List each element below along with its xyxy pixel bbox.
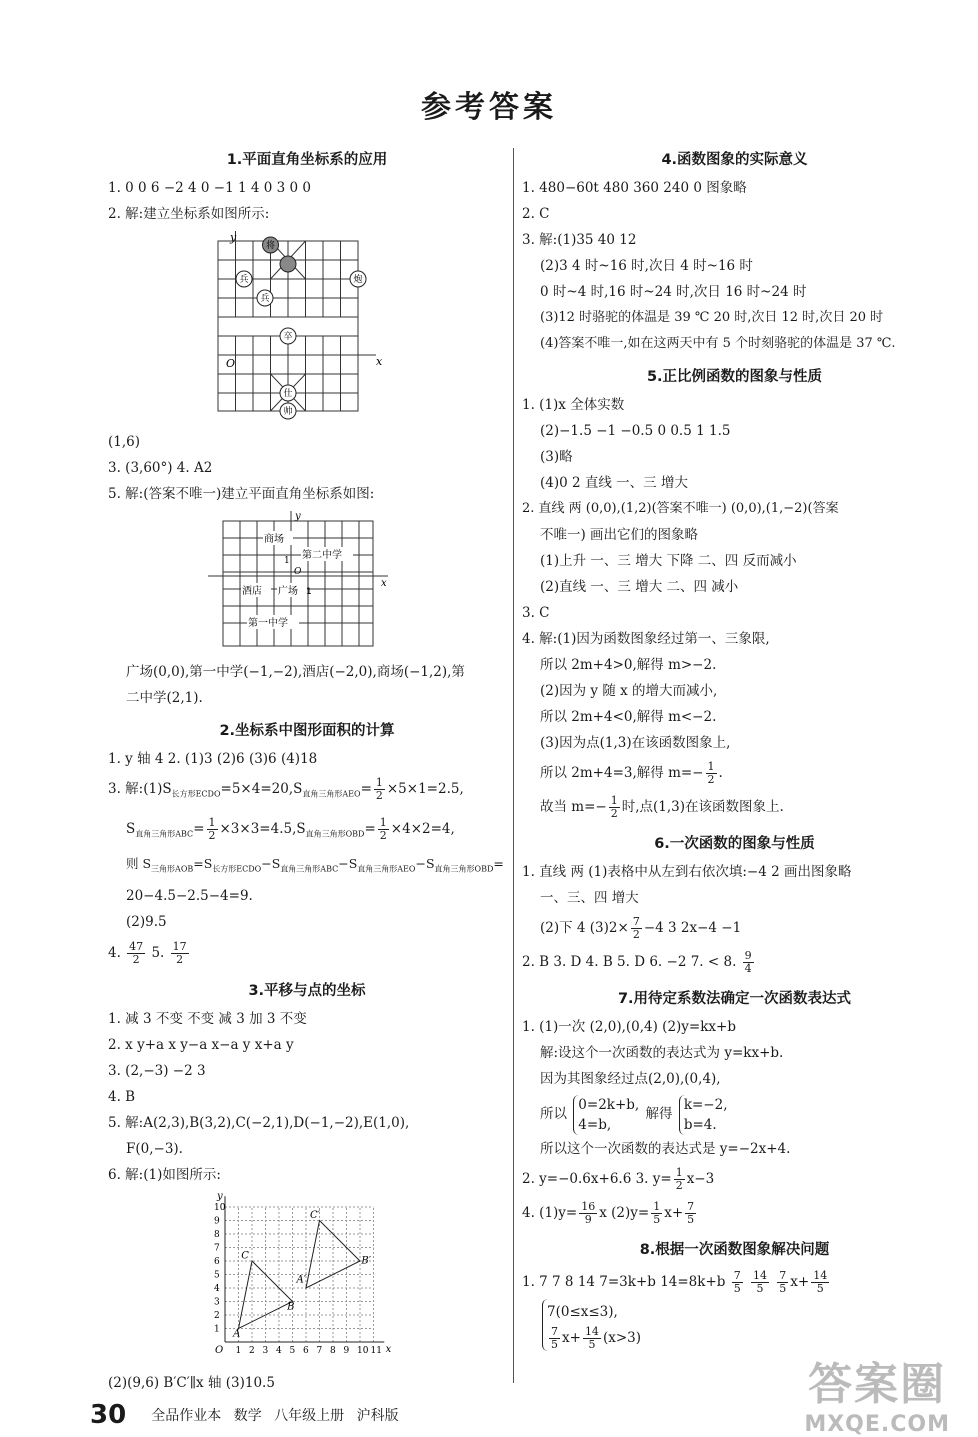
answer-line: 所以 2m+4>0,解得 m>−2. [540, 657, 717, 673]
fraction: $\frac{1}{5}$ [653, 1200, 661, 1226]
answer-line: 4. 解:(1)因为函数图象经过第一、三象限, [522, 631, 770, 647]
fraction: $\frac{16}{9}$ [581, 1200, 596, 1226]
origin-label: O [226, 357, 236, 370]
x-tick-label: 6 [303, 1345, 309, 1356]
answer-line: 2. B 3. D 4. B 5. D 6. −2 7. < 8. $\frac{9}{4}$ [522, 949, 752, 975]
column-divider [513, 148, 514, 1383]
answer-line: (2)直线 一、三 增大 二、四 减小 [540, 579, 739, 595]
x-axis-label: x [381, 578, 387, 589]
area-line [108, 772, 506, 812]
chess-piece-shi: 仕 [283, 389, 293, 399]
y-tick-label: 4 [214, 1283, 220, 1294]
answer-line: 1. (1)x 全体实数 [522, 397, 625, 413]
answer-line: 3. C [522, 605, 550, 621]
answer-line: 5. 解:(答案不唯一)建立平面直角坐标系如图: [108, 486, 375, 502]
fraction: $\frac{1}{2}$ [675, 1166, 683, 1192]
answer-line: 所以 2m+4=3,解得 m=− $\frac{1}{2}$ . [540, 760, 723, 786]
x-axis-label: x [385, 1343, 392, 1355]
text: ×5×1=2.5, [386, 781, 464, 797]
answer-line: 1. 7 7 8 14 7=3k+b 14=8k+b $\frac{7}{5}$ $\frac{14}{5}$ $\frac{7}{5}$ x+ $\frac{14}{5}$ [522, 1269, 828, 1295]
section-title: 2.坐标系中图形面积的计算 [219, 723, 395, 739]
watermark-main: 答案圈 [808, 1359, 947, 1410]
y-tick-label: 7 [214, 1243, 220, 1254]
fraction: $\frac{9}{4}$ [744, 949, 752, 975]
chess-piece-bing: 兵 [260, 294, 270, 304]
y-axis-label: y [230, 231, 237, 244]
section-title: 1.平面直角坐标系的应用 [226, 152, 388, 168]
answer-line: 2. C [522, 206, 550, 222]
subscript: 直角三角形AEO [302, 789, 361, 799]
answer-line: (4)答案不唯一,如在这两天中有 5 个时刻骆驼的体温是 37 ℃. [540, 336, 896, 351]
y-tick-label: 10 [214, 1202, 226, 1213]
answer-line: 2. x y+a x y−a x−a y x+a y [108, 1036, 294, 1053]
fraction: $\frac{47}{2}$ [129, 939, 144, 966]
answer-line: 广场(0,0),第一中学(−1,−2),酒店(−2,0),商场(−1,2),第 [126, 664, 465, 680]
equation-system-line: 所以 0=2k+b, 4=b, 解得 k=−2, b=4. [540, 1096, 728, 1133]
fraction: $\frac{1}{2}$ [379, 815, 387, 842]
page-number: 30 [90, 1400, 127, 1430]
subscript: 直角三角形ABC [135, 829, 194, 839]
answer-line: 因为其图象经过点(2,0),(0,4), [540, 1071, 721, 1087]
answer-line: 3. 解:(1)35 40 12 [522, 232, 637, 248]
answer-line: 6. 解:(1)如图所示: [108, 1166, 221, 1183]
tick-label: 1 [306, 587, 312, 597]
watermark-sub: MXQE.COM [804, 1412, 950, 1437]
answer-line: 1. (1)一次 (2,0),(0,4) (2)y=kx+b [522, 1019, 736, 1035]
answer-line: (2)3 4 时~16 时,次日 4 时~16 时 [540, 258, 753, 274]
section-title: 8.根据一次函数图象解决问题 [639, 1242, 830, 1258]
answer-line: 4. B [108, 1088, 136, 1105]
fraction: $\frac{1}{2}$ [707, 760, 715, 786]
answer-line: 二中学(2,1). [126, 690, 203, 706]
fraction: $\frac{7}{5}$ [687, 1200, 695, 1226]
y-tick-label: 8 [214, 1229, 220, 1240]
place-label: 酒店 [242, 586, 262, 597]
fraction: $\frac{7}{5}$ [733, 1269, 741, 1295]
fraction: $\frac{1}{2}$ [208, 815, 216, 842]
place-label: 第二中学 [302, 550, 342, 561]
y-tick-label: 2 [214, 1310, 220, 1321]
x-tick-label: 3 [262, 1345, 269, 1356]
chess-piece-shuai: 帅 [283, 407, 293, 417]
y-tick-label: 9 [214, 1216, 220, 1227]
x-tick-label: 4 [276, 1345, 282, 1356]
section-title: 7.用待定系数法确定一次函数表达式 [617, 991, 852, 1007]
equation-system: k=−2, b=4. [679, 1095, 728, 1135]
fraction: $\frac{14}{5}$ [584, 1325, 599, 1351]
answer-line: (2)9.5 [126, 913, 167, 930]
chess-piece-zu: 卒 [283, 332, 293, 342]
fraction: $\frac{14}{5}$ [753, 1269, 767, 1295]
answer-line: (2)−1.5 −1 −0.5 0 0.5 1 1.5 [540, 423, 731, 439]
answer-line: 1. 480−60t 480 360 240 0 图象略 [522, 180, 747, 196]
place-label: 第一中学 [248, 618, 288, 629]
x-tick-label: 2 [249, 1345, 255, 1356]
answer-line: 3. (2,−3) −2 3 [108, 1062, 206, 1079]
answer-line: (3)略 [540, 449, 573, 465]
translation-grid-figure [203, 1192, 506, 1366]
fraction: $\frac{7}{2}$ [632, 915, 640, 941]
point-label-a: A [233, 1328, 241, 1340]
answer-line: 所以 2m+4<0,解得 m<−2. [540, 709, 717, 725]
map-coordinate-figure [203, 511, 506, 655]
answer-line: 1. 减 3 不变 不变 减 3 加 3 不变 [108, 1010, 307, 1027]
answer-line: 5. 解:A(2,3),B(3,2),C(−2,1),D(−1,−2),E(1,0), [108, 1114, 410, 1131]
answer-line: 1. 0 0 6 −2 4 0 −1 1 4 0 3 0 0 [108, 180, 311, 196]
section-title: 3.平移与点的坐标 [248, 982, 366, 999]
x-tick-label: 10 [357, 1345, 369, 1356]
answer-line: (3)因为点(1,3)在该函数图象上, [540, 735, 731, 751]
tick-label: 1 [284, 556, 290, 566]
answer-line: (3)12 时骆驼的体温是 39 ℃ 20 时,次日 12 时,次日 20 时 [540, 310, 884, 325]
y-tick-label: 5 [214, 1270, 220, 1281]
text: = [193, 820, 205, 837]
x-axis-label: x [376, 355, 383, 368]
chess-piece-bing: 兵 [239, 275, 249, 285]
x-tick-label: 5 [289, 1345, 296, 1356]
place-label: 商场 [264, 534, 284, 545]
place-label: 广场 [278, 586, 298, 597]
y-tick-label: 6 [214, 1256, 220, 1267]
x-tick-label: 11 [370, 1345, 382, 1356]
origin-label: O [294, 567, 302, 577]
text: ×4×2=4, [390, 820, 455, 837]
text: 则 S [126, 856, 152, 872]
y-axis-label: y [217, 1191, 223, 1202]
y-tick-label: 3 [214, 1297, 220, 1308]
y-axis-label: y [295, 511, 301, 522]
book-title: 全品作业本 数学 八年级上册 沪科版 [151, 1408, 399, 1424]
answer-line: F(0,−3). [126, 1140, 183, 1157]
fraction: $\frac{1}{2}$ [375, 776, 383, 802]
point-label-c-prime: C′ [310, 1209, 320, 1221]
answer-line: (1)上升 一、三 增大 下降 二、四 反而减小 [540, 553, 797, 569]
answer-line: 4. (1)y= $\frac{16}{9}$ x (2)y= $\frac{1}{5}$ x+ $\frac{7}{5}$ [522, 1200, 695, 1226]
right-column [522, 140, 947, 1351]
answer-line: 4. $\frac{47}{2}$ 5. $\frac{17}{2}$ [108, 939, 187, 966]
area-line [108, 812, 506, 852]
piecewise-function [522, 1299, 947, 1351]
answer-line: 20−4.5−2.5−4=9. [126, 887, 253, 904]
text: S [126, 820, 136, 837]
answer-line: 0 时~4 时,16 时~24 时,次日 16 时~24 时 [540, 284, 807, 300]
answer-line: 一、三、四 增大 [540, 890, 639, 906]
section-title: 4.函数图象的实际意义 [661, 152, 808, 168]
watermark [804, 1348, 950, 1437]
chess-piece-pao: 炮 [353, 275, 363, 285]
answer-line: (1,6) [108, 434, 141, 450]
page-title: 参考答案 [421, 90, 557, 125]
subscript: 长方形ECDO [171, 789, 221, 799]
answer-line: 1. y 轴 4 2. (1)3 (2)6 (3)6 (4)18 [108, 751, 318, 767]
answer-line: 所以这个一次函数的表达式是 y=−2x+4. [540, 1141, 791, 1157]
triangle-abc [239, 1261, 293, 1329]
point-label-a-prime: A′ [296, 1274, 307, 1286]
fraction: $\frac{14}{5}$ [813, 1269, 828, 1295]
origin-label: O [215, 1344, 224, 1356]
piecewise-brace: 7(0≤x≤3), $\frac{7}{5}$ x+ $\frac{14}{5}$ (x>3) [542, 1299, 641, 1351]
text: 3. 解:(1)S [108, 781, 172, 797]
text: = [364, 820, 376, 837]
answer-line: (4)0 2 直线 一、三 增大 [540, 475, 688, 491]
x-tick-label: 9 [343, 1345, 350, 1356]
answer-line: 2. y=−0.6x+6.6 3. y= $\frac{1}{2}$ x−3 [522, 1166, 715, 1192]
answer-line: (2)下 4 (3)2× $\frac{7}{2}$ −4 3 2x−4 −1 [540, 915, 742, 941]
x-tick-label: 8 [330, 1345, 336, 1356]
answer-line: 故当 m=− $\frac{1}{2}$ 时,点(1,3)在该函数图象上. [540, 794, 784, 820]
answer-line: (2)(9,6) B′C′∥x 轴 (3)10.5 [108, 1374, 275, 1391]
section-title: 6.一次函数的图象与性质 [654, 836, 815, 852]
answer-line: 不唯一) 画出它们的图象略 [540, 527, 699, 543]
section-title: 5.正比例函数的图象与性质 [646, 369, 823, 385]
equation-system: 0=2k+b, 4=b, [573, 1095, 639, 1135]
subscript: 直角三角形OBD [305, 829, 365, 839]
left-column [108, 140, 506, 1396]
text: ×3×3=4.5,S [219, 820, 306, 837]
chess-coordinate-figure [208, 231, 506, 425]
point-label-c: C [241, 1250, 249, 1262]
fraction: $\frac{17}{2}$ [172, 939, 187, 966]
y-tick-label: 1 [214, 1324, 220, 1335]
point-label-b-prime: B′ [361, 1255, 371, 1267]
answer-line: 解:设这个一次函数的表达式为 y=kx+b. [540, 1045, 784, 1061]
page-footer [90, 1400, 399, 1430]
answer-line: (2)因为 y 随 x 的增大而减小, [540, 683, 718, 699]
answer-line: 2. 解:建立坐标系如图所示: [108, 206, 270, 222]
text: =5×4=20,S [220, 781, 303, 797]
text: = [360, 781, 372, 797]
answer-line: 1. 直线 两 (1)表格中从左到右依次填:−4 2 画出图象略 [522, 864, 852, 880]
x-tick-label: 1 [235, 1345, 242, 1356]
area-line: 则 $S_{三角形AOB}=S_{长方形ECDO}-S_{直角三角形ABC}-S_{直角三角形AEO}-S_{直角三角形OBD}=$ [126, 856, 504, 874]
point-label-b: B [287, 1301, 295, 1313]
chess-piece-jiang: 将 [265, 241, 276, 251]
fraction: $\frac{7}{5}$ [779, 1269, 787, 1295]
answer-line: 3. (3,60°) 4. A2 [108, 460, 213, 476]
x-tick-label: 7 [316, 1345, 323, 1356]
fraction: $\frac{1}{2}$ [610, 794, 618, 820]
answer-line: 2. 直线 两 (0,0),(1,2)(答案不唯一) (0,0),(1,−2)(答案 [522, 501, 839, 516]
fraction: $\frac{7}{5}$ [551, 1325, 558, 1351]
